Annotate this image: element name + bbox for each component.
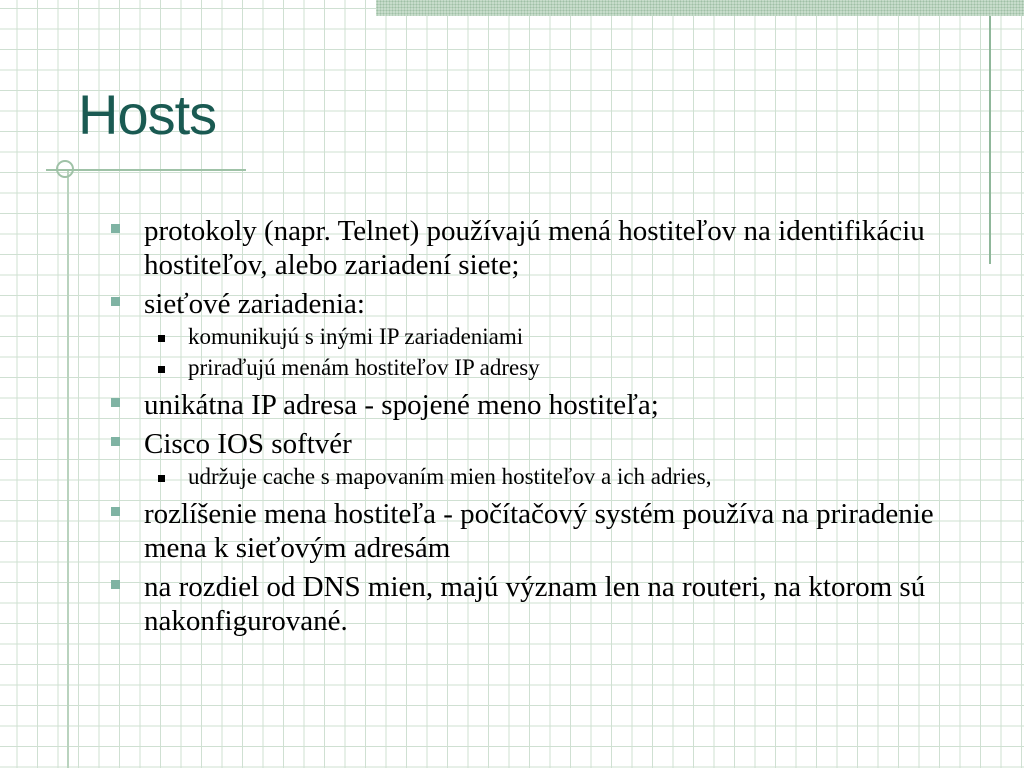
sub-bullet-item (108, 323, 988, 351)
slide-content (108, 214, 988, 643)
slide-title: Hosts (78, 83, 217, 146)
decorative-left-line (67, 170, 69, 768)
bullet-item (108, 287, 988, 321)
crosshair-circle-icon (56, 160, 74, 178)
square-bullet-icon (111, 507, 120, 516)
bullet-item (108, 214, 988, 282)
bullet-text: rozlíšenie mena hostiteľa - počítačový systém používa na priradenie mena k sieťovým adresám (144, 498, 934, 564)
bullet-text: na rozdiel od DNS mien, majú význam len na routeri, na ktorom sú nakonfigurované. (144, 571, 926, 637)
square-bullet-icon (111, 224, 120, 233)
bullet-text: protokoly (napr. Telnet) používajú mená hostiteľov na identifikáciu hostiteľov, alebo zariadení siete; (144, 215, 925, 281)
sub-bullet-text: udržuje cache s mapovaním mien hostiteľov a ich adries, (188, 464, 712, 489)
sub-bullet-item (108, 354, 988, 382)
square-bullet-icon (111, 297, 120, 306)
decorative-right-line (989, 16, 991, 264)
sub-bullet-text: komunikujú s inými IP zariadeniami (188, 324, 524, 349)
small-square-bullet-icon (158, 335, 165, 342)
title-underline (46, 169, 246, 171)
square-bullet-icon (111, 580, 120, 589)
bullet-text: unikátna IP adresa - spojené meno hostiteľa; (144, 389, 659, 421)
bullet-text: Cisco IOS softvér (144, 428, 352, 460)
sub-bullet-text: priraďujú menám hostiteľov IP adresy (188, 355, 540, 380)
bullet-item (108, 570, 988, 638)
bullet-item (108, 388, 988, 422)
small-square-bullet-icon (158, 475, 165, 482)
bullet-item (108, 497, 988, 565)
square-bullet-icon (111, 398, 120, 407)
small-square-bullet-icon (158, 366, 165, 373)
bullet-item (108, 427, 988, 461)
bullet-text: sieťové zariadenia: (144, 288, 365, 320)
sub-bullet-item (108, 463, 988, 491)
decorative-top-band (376, 0, 1024, 16)
square-bullet-icon (111, 437, 120, 446)
